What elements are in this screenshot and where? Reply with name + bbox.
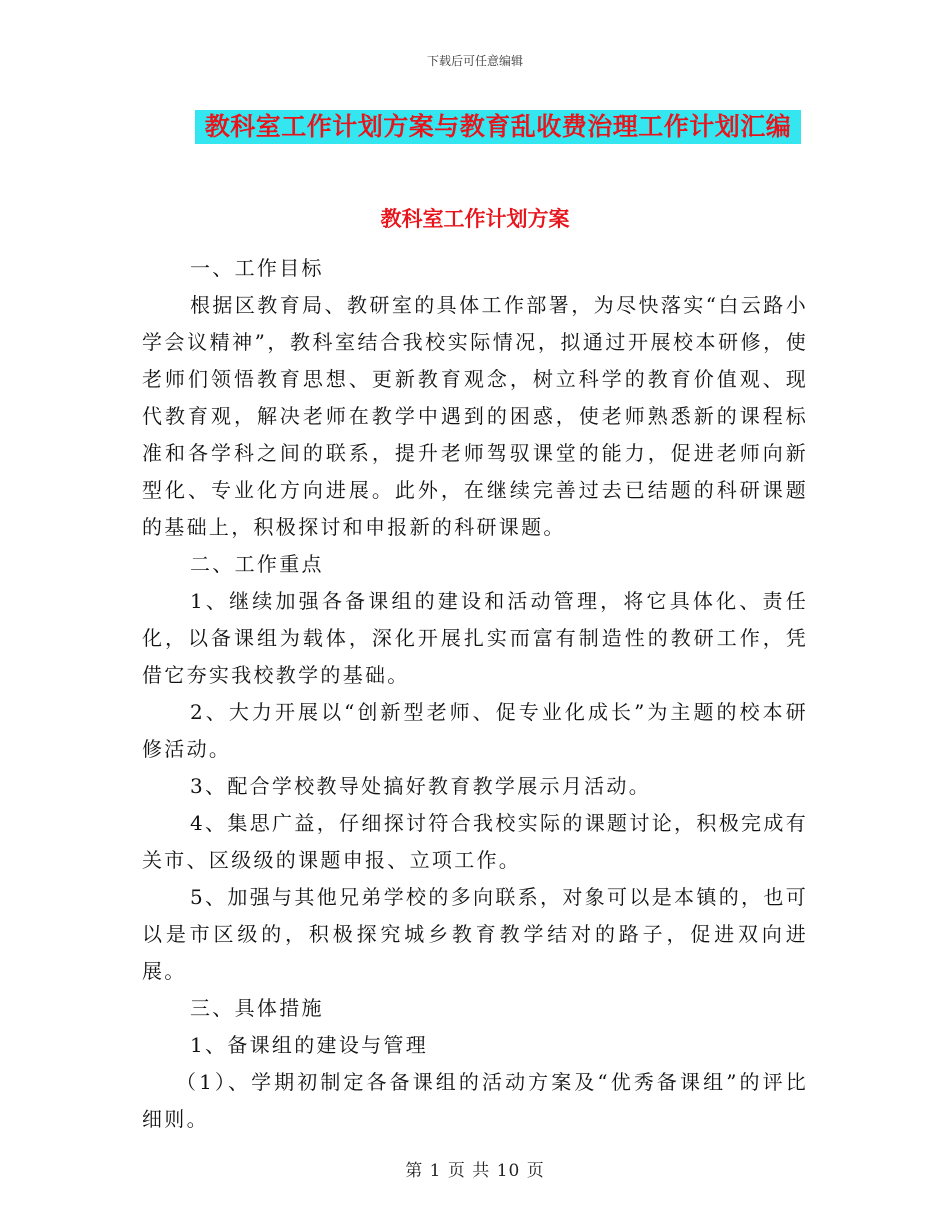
heading-measures: 三、具体措施 xyxy=(190,996,324,1020)
section-title: 教科室工作计划方案 xyxy=(380,206,570,231)
header-note: 下载后可任意编辑 xyxy=(426,54,523,68)
heading-work-goals: 一、工作目标 xyxy=(190,256,324,280)
page-indicator: 第 1 页 共 10 页 xyxy=(405,1161,545,1181)
list-item-focus-4: 4、集思广益，仔细探讨符合我校实际的课题讨论，积极完成有关市、区级级的课题申报、立项工作。 xyxy=(142,811,808,872)
list-item-focus-1: 1、继续加强各备课组的建设和活动管理，将它具体化、责任化，以备课组为载体，深化开展扎实而富有制造性的教研工作，凭借它夯实我校教学的基础。 xyxy=(142,589,808,687)
document-body xyxy=(142,250,808,1138)
document-title: 教科室工作计划方案与教育乱收费治理工作计划汇编 xyxy=(204,112,792,141)
paragraph-work-goals: 根据区教育局、教研室的具体工作部署，为尽快落实“白云路小学会议精神”，教科室结合我校实际情况，拟通过开展校本研修，使老师们领悟教育思想、更新教育观念，树立科学的教育价值观、现代教育观，解决老师在教学中遇到的困惑，使老师熟悉新的课程标准和各学科之间的联系，提升老师驾驭课堂的能力，促进老师向新型化、专业化方向进展。此外，在继续完善过去已结题的科研课题的基础上，积极探讨和申报新的科研课题。 xyxy=(142,293,808,539)
subheading-lesson-groups: 1、备课组的建设与管理 xyxy=(190,1033,429,1057)
document-title-highlight xyxy=(195,110,801,144)
list-item-focus-2: 2、大力开展以“创新型老师、促专业化成长”为主题的校本研修活动。 xyxy=(142,700,808,761)
list-item-focus-5: 5、加强与其他兄弟学校的多向联系，对象可以是本镇的，也可以是市区级的，积极探究城乡教育教学结对的路子，促进双向进展。 xyxy=(142,885,808,983)
list-item-focus-3: 3、配合学校教导处搞好教育教学展示月活动。 xyxy=(190,774,652,798)
heading-work-focus: 二、工作重点 xyxy=(190,552,324,576)
list-item-measure-1: （1）、学期初制定各备课组的活动方案及“优秀备课组”的评比细则。 xyxy=(142,1070,808,1131)
